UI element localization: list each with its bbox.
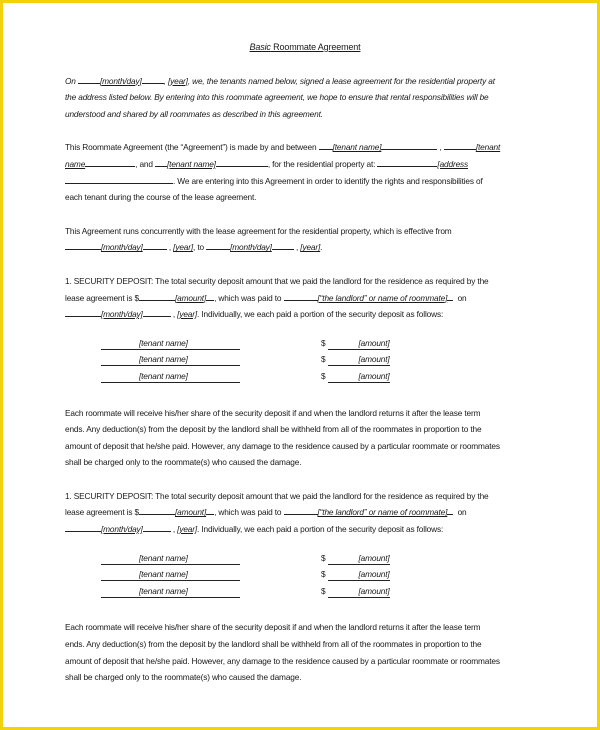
field-month-day: [month/day]: [101, 524, 143, 535]
field-month-day: [month/day]: [101, 309, 143, 320]
table-row: [65, 550, 545, 567]
currency-symbol: $: [321, 370, 326, 381]
refund-line: Each roommate will receive his/her share of the security deposit if and when the landlord returns it after the lease term: [65, 407, 481, 418]
blank-line: [319, 140, 333, 150]
table-row: [65, 583, 545, 600]
concurrent-line-1: This Agreement runs concurrently with the lease agreement for the residential property, which is effective from: [65, 225, 452, 236]
intro-line-3: understood and shared by all roommates as described in this agreement.: [65, 108, 323, 119]
blank-line: [206, 240, 230, 250]
refund-line: Each roommate will receive his/her share of the security deposit if and when the landlord returns it after the lease term: [65, 622, 481, 633]
agreement-line-2: [65, 156, 545, 173]
blank-line: [139, 291, 175, 301]
field-amount: [amount]: [328, 586, 389, 598]
currency-symbol: $: [321, 585, 326, 596]
deposit-on: on: [457, 292, 467, 303]
refund-line: amount of deposit that he/she paid. However, any damage to the residence caused by a particular roommate or roommates: [65, 440, 500, 451]
blank-line: [377, 157, 437, 167]
field-year: [year]: [177, 309, 198, 320]
deposit-text: lease agreement is $: [65, 507, 140, 518]
currency-symbol: $: [321, 569, 326, 580]
currency-symbol: $: [321, 354, 326, 365]
field-tenant-name: [tenant name]: [101, 371, 240, 383]
field-name: name: [65, 158, 86, 169]
field-amount: [amount]: [328, 338, 389, 350]
alloc-amount-cell: [321, 368, 390, 385]
concurrent-to: , to: [193, 242, 204, 253]
blank-line: [206, 291, 214, 301]
blank-line: [142, 74, 164, 84]
field-tenant-name: [tenant name]: [167, 158, 216, 169]
field-amount: [amount]: [328, 371, 389, 383]
alloc-amount-cell: [321, 566, 390, 583]
refund-line: ends. Any deduction(s) from the deposit by the landlord shall be withheld from all of the roommates in proportion to the: [65, 639, 482, 650]
field-tenant-open: [tenant: [475, 142, 501, 153]
field-payee: [“the landlord” or name of roommate]: [317, 292, 448, 303]
blank-line: [444, 140, 476, 150]
deposit-line-3: [month/day] , [year]. Individually, we each paid a portion of the security deposit as follows:: [65, 306, 545, 323]
field-tenant-name: [tenant name]: [101, 553, 240, 565]
blank-line: [65, 307, 101, 317]
deposit-line-1: 1. SECURITY DEPOSIT: The total security deposit amount that we paid the landlord for the residence as required by the: [65, 275, 489, 286]
table-row: [65, 351, 545, 368]
blank-line: [143, 522, 171, 532]
field-tenant-name: [tenant name]: [101, 569, 240, 581]
alloc-name-cell: [65, 566, 321, 583]
refund-line: ends. Any deduction(s) from the deposit by the landlord shall be withheld from all of the roommates in proportion to the: [65, 424, 482, 435]
table-row: [65, 335, 545, 352]
blank-line: [381, 140, 437, 150]
field-year: [year]: [173, 242, 194, 253]
agreement-text: This Roommate Agreement (the “Agreement”) is made by and between: [65, 142, 317, 153]
deposit-allocation-table: [65, 550, 545, 600]
field-amount: [amount]: [175, 507, 207, 518]
field-year: [year]: [177, 524, 198, 535]
blank-line: [216, 157, 268, 167]
table-row: [65, 368, 545, 385]
intro-paragraph: [65, 73, 545, 123]
concurrent-paragraph: [65, 223, 545, 256]
alloc-name-cell: [65, 583, 321, 600]
comma: ,: [163, 75, 168, 86]
title-basic: Basic: [249, 42, 271, 52]
alloc-amount-cell: [321, 583, 390, 600]
blank-line: [65, 174, 173, 184]
agreement-line-1: This Roommate Agreement (the “Agreement”) is made by and between [tenant name] , [tenant: [65, 142, 501, 153]
refund-line: shall be charged only to the roommate(s) who caused the damage.: [65, 672, 302, 683]
agreement-paragraph: [65, 139, 545, 205]
field-address: [address: [437, 158, 469, 169]
period: .: [320, 242, 323, 253]
blank-line: [85, 157, 135, 167]
blank-line: [143, 307, 171, 317]
deposit-text: . Individually, we each paid a portion of the security deposit as follows:: [197, 309, 444, 320]
agreement-text: . We are entering into this Agreement in order to identify the rights and responsibilities of: [173, 175, 483, 186]
blank-line: [65, 240, 101, 250]
blank-line: [139, 505, 175, 515]
field-amount: [amount]: [328, 553, 389, 565]
field-amount: [amount]: [328, 569, 389, 581]
deposit-text: lease agreement is $: [65, 292, 140, 303]
field-payee: [“the landlord” or name of roommate]: [317, 507, 448, 518]
title-rest: Roommate Agreement: [270, 42, 361, 52]
concurrent-line-2: [month/day] , [year], to [month/day] , [year].: [65, 239, 545, 256]
field-month-day: [month/day]: [230, 242, 272, 253]
security-deposit-section: [65, 488, 545, 686]
table-row: [65, 566, 545, 583]
blank-line: [155, 157, 167, 167]
deposit-line-2: [65, 290, 545, 307]
refund-paragraph: [65, 619, 545, 685]
field-tenant-name: [tenant name]: [101, 586, 240, 598]
alloc-name-cell: [65, 550, 321, 567]
deposit-on: on: [457, 507, 467, 518]
refund-line: amount of deposit that he/she paid. However, any damage to the residence caused by a particular roommate or roommates: [65, 655, 500, 666]
alloc-amount-cell: [321, 335, 390, 352]
blank-line: [65, 522, 101, 532]
alloc-amount-cell: [321, 351, 390, 368]
refund-line: shall be charged only to the roommate(s) who caused the damage.: [65, 457, 302, 468]
refund-paragraph: [65, 405, 545, 471]
deposit-text: , which was paid to: [214, 507, 282, 518]
field-tenant-name: [tenant name]: [332, 142, 382, 153]
agreement-and: , and: [135, 158, 153, 169]
blank-line: [272, 240, 294, 250]
blank-line: [78, 74, 100, 84]
field-amount: [amount]: [175, 292, 207, 303]
document-body: [65, 39, 545, 703]
currency-symbol: $: [321, 552, 326, 563]
alloc-amount-cell: [321, 550, 390, 567]
document-title: [65, 39, 545, 56]
deposit-line-1: 1. SECURITY DEPOSIT: The total security deposit amount that we paid the landlord for the residence as required by the: [65, 490, 489, 501]
alloc-name-cell: [65, 335, 321, 352]
agreement-line-4: each tenant during the course of the lease agreement.: [65, 192, 257, 203]
deposit-line-2: [65, 504, 545, 521]
blank-line: [143, 240, 167, 250]
blank-line: [284, 505, 318, 515]
intro-on: On: [65, 75, 76, 86]
agreement-line-3: [65, 173, 545, 190]
deposit-text: , which was paid to: [214, 292, 282, 303]
field-amount: [amount]: [328, 354, 389, 366]
currency-symbol: $: [321, 337, 326, 348]
field-year: [year]: [167, 75, 188, 86]
field-tenant-name: [tenant name]: [101, 354, 240, 366]
agreement-property: , for the residential property at:: [267, 158, 376, 169]
alloc-name-cell: [65, 368, 321, 385]
intro-line-1: [65, 73, 545, 90]
blank-line: [206, 505, 214, 515]
field-tenant-name: [tenant name]: [101, 338, 240, 350]
security-deposit-section: [65, 273, 545, 471]
alloc-name-cell: [65, 351, 321, 368]
blank-line: [284, 291, 318, 301]
intro-line-2: the address listed below. By entering into this roommate agreement, we hope to ensure that rental responsibilities will be: [65, 92, 489, 103]
field-month-day: [month/day]: [99, 75, 142, 86]
blank-line: [447, 291, 453, 301]
deposit-line-3: [month/day] , [year]. Individually, we each paid a portion of the security deposit as follows:: [65, 521, 545, 538]
field-month-day: [month/day]: [101, 242, 143, 253]
intro-text: , we, the tenants named below, signed a lease agreement for the residential property at: [187, 75, 495, 86]
blank-line: [447, 505, 453, 515]
deposit-allocation-table: [65, 335, 545, 385]
deposit-text: . Individually, we each paid a portion of the security deposit as follows:: [197, 524, 444, 535]
field-year: [year]: [300, 242, 321, 253]
